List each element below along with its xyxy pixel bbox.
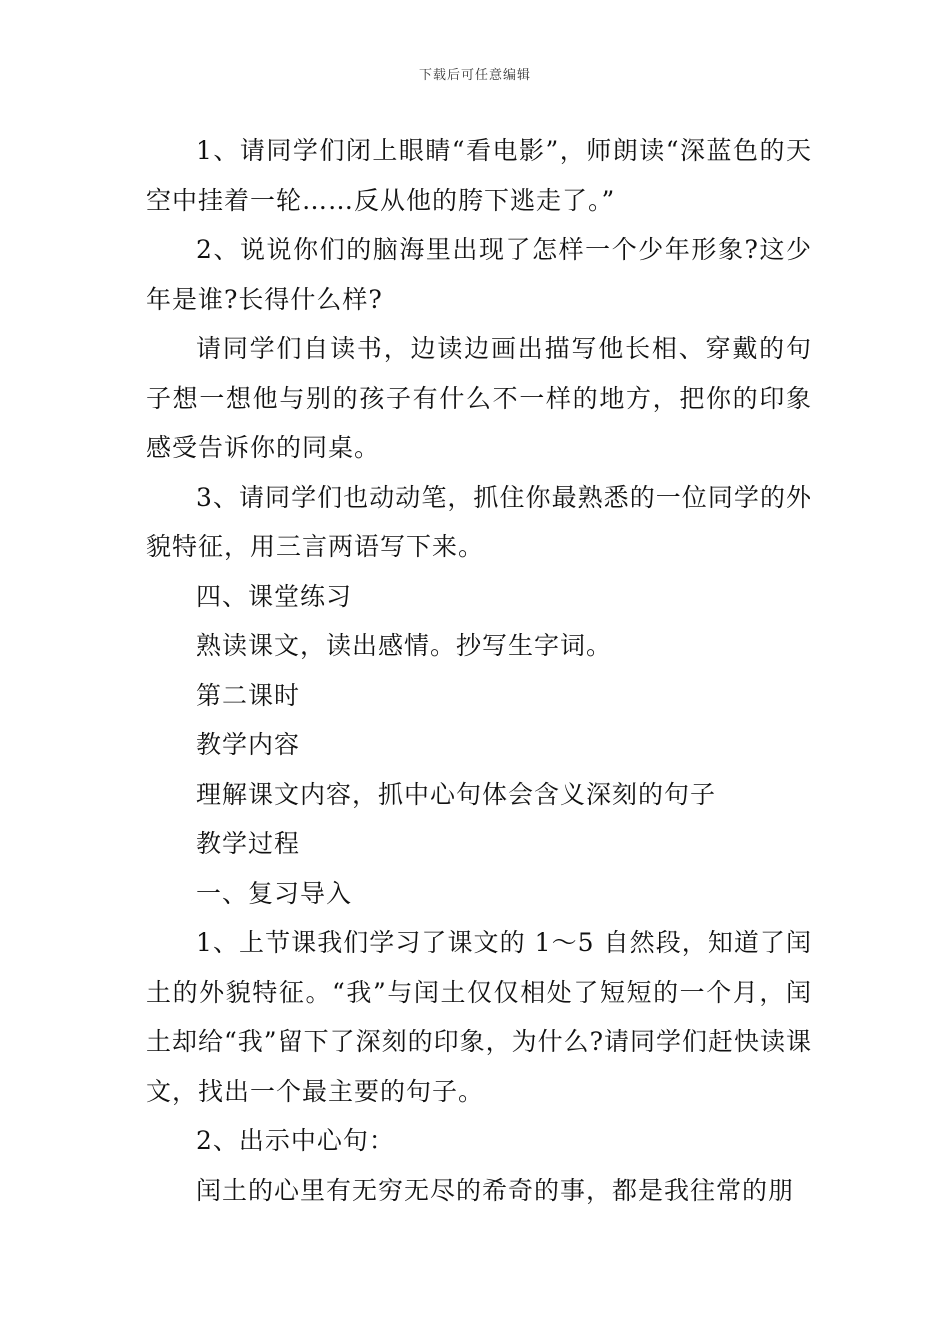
paragraph-1: 1、请同学们闭上眼睛“看电影”，师朗读“深蓝色的天空中挂着一轮……反从他的胯下逃走了。” [146,136,812,215]
section-heading-process: 教学过程 [196,829,301,858]
paragraph-central-sentence: 闰土的心里有无穷无尽的希奇的事，都是我往常的朋 [196,1175,795,1205]
paragraph-review-1: 1、上节课我们学习了课文的 1～5 自然段，知道了闰土的外貌特征。“我”与闰土仅仅相处了短短的一个月，闰土却给“我”留下了深刻的印象，为什么?请同学们赶快读课文，找出一个最主要的句子。 [146,928,812,1106]
page-header-note: 下载后可任意编辑 [418,68,531,83]
paragraph-practice: 熟读课文，读出感情。抄写生字词。 [196,631,613,660]
paragraph-content: 理解课文内容，抓中心句体会含义深刻的句子 [196,779,717,809]
section-heading-review: 一、复习导入 [196,878,353,908]
section-heading-content: 教学内容 [196,730,301,759]
paragraph-review-2: 2、出示中心句： [196,1126,395,1155]
paragraph-2: 2、说说你们的脑海里出现了怎样一个少年形象?这少年是谁?长得什么样? [146,235,812,314]
paragraph-3: 请同学们自读书，边读边画出描写他长相、穿戴的句子想一想他与别的孩子有什么不一样的地方，把你的印象感受告诉你的同桌。 [146,334,812,462]
section-heading-practice: 四、课堂练习 [196,581,353,611]
paragraph-4: 3、请同学们也动动笔，抓住你最熟悉的一位同学的外貌特征，用三言两语写下来。 [146,482,812,561]
section-heading-lesson-two: 第二课时 [196,680,301,710]
document-body [146,126,812,1215]
